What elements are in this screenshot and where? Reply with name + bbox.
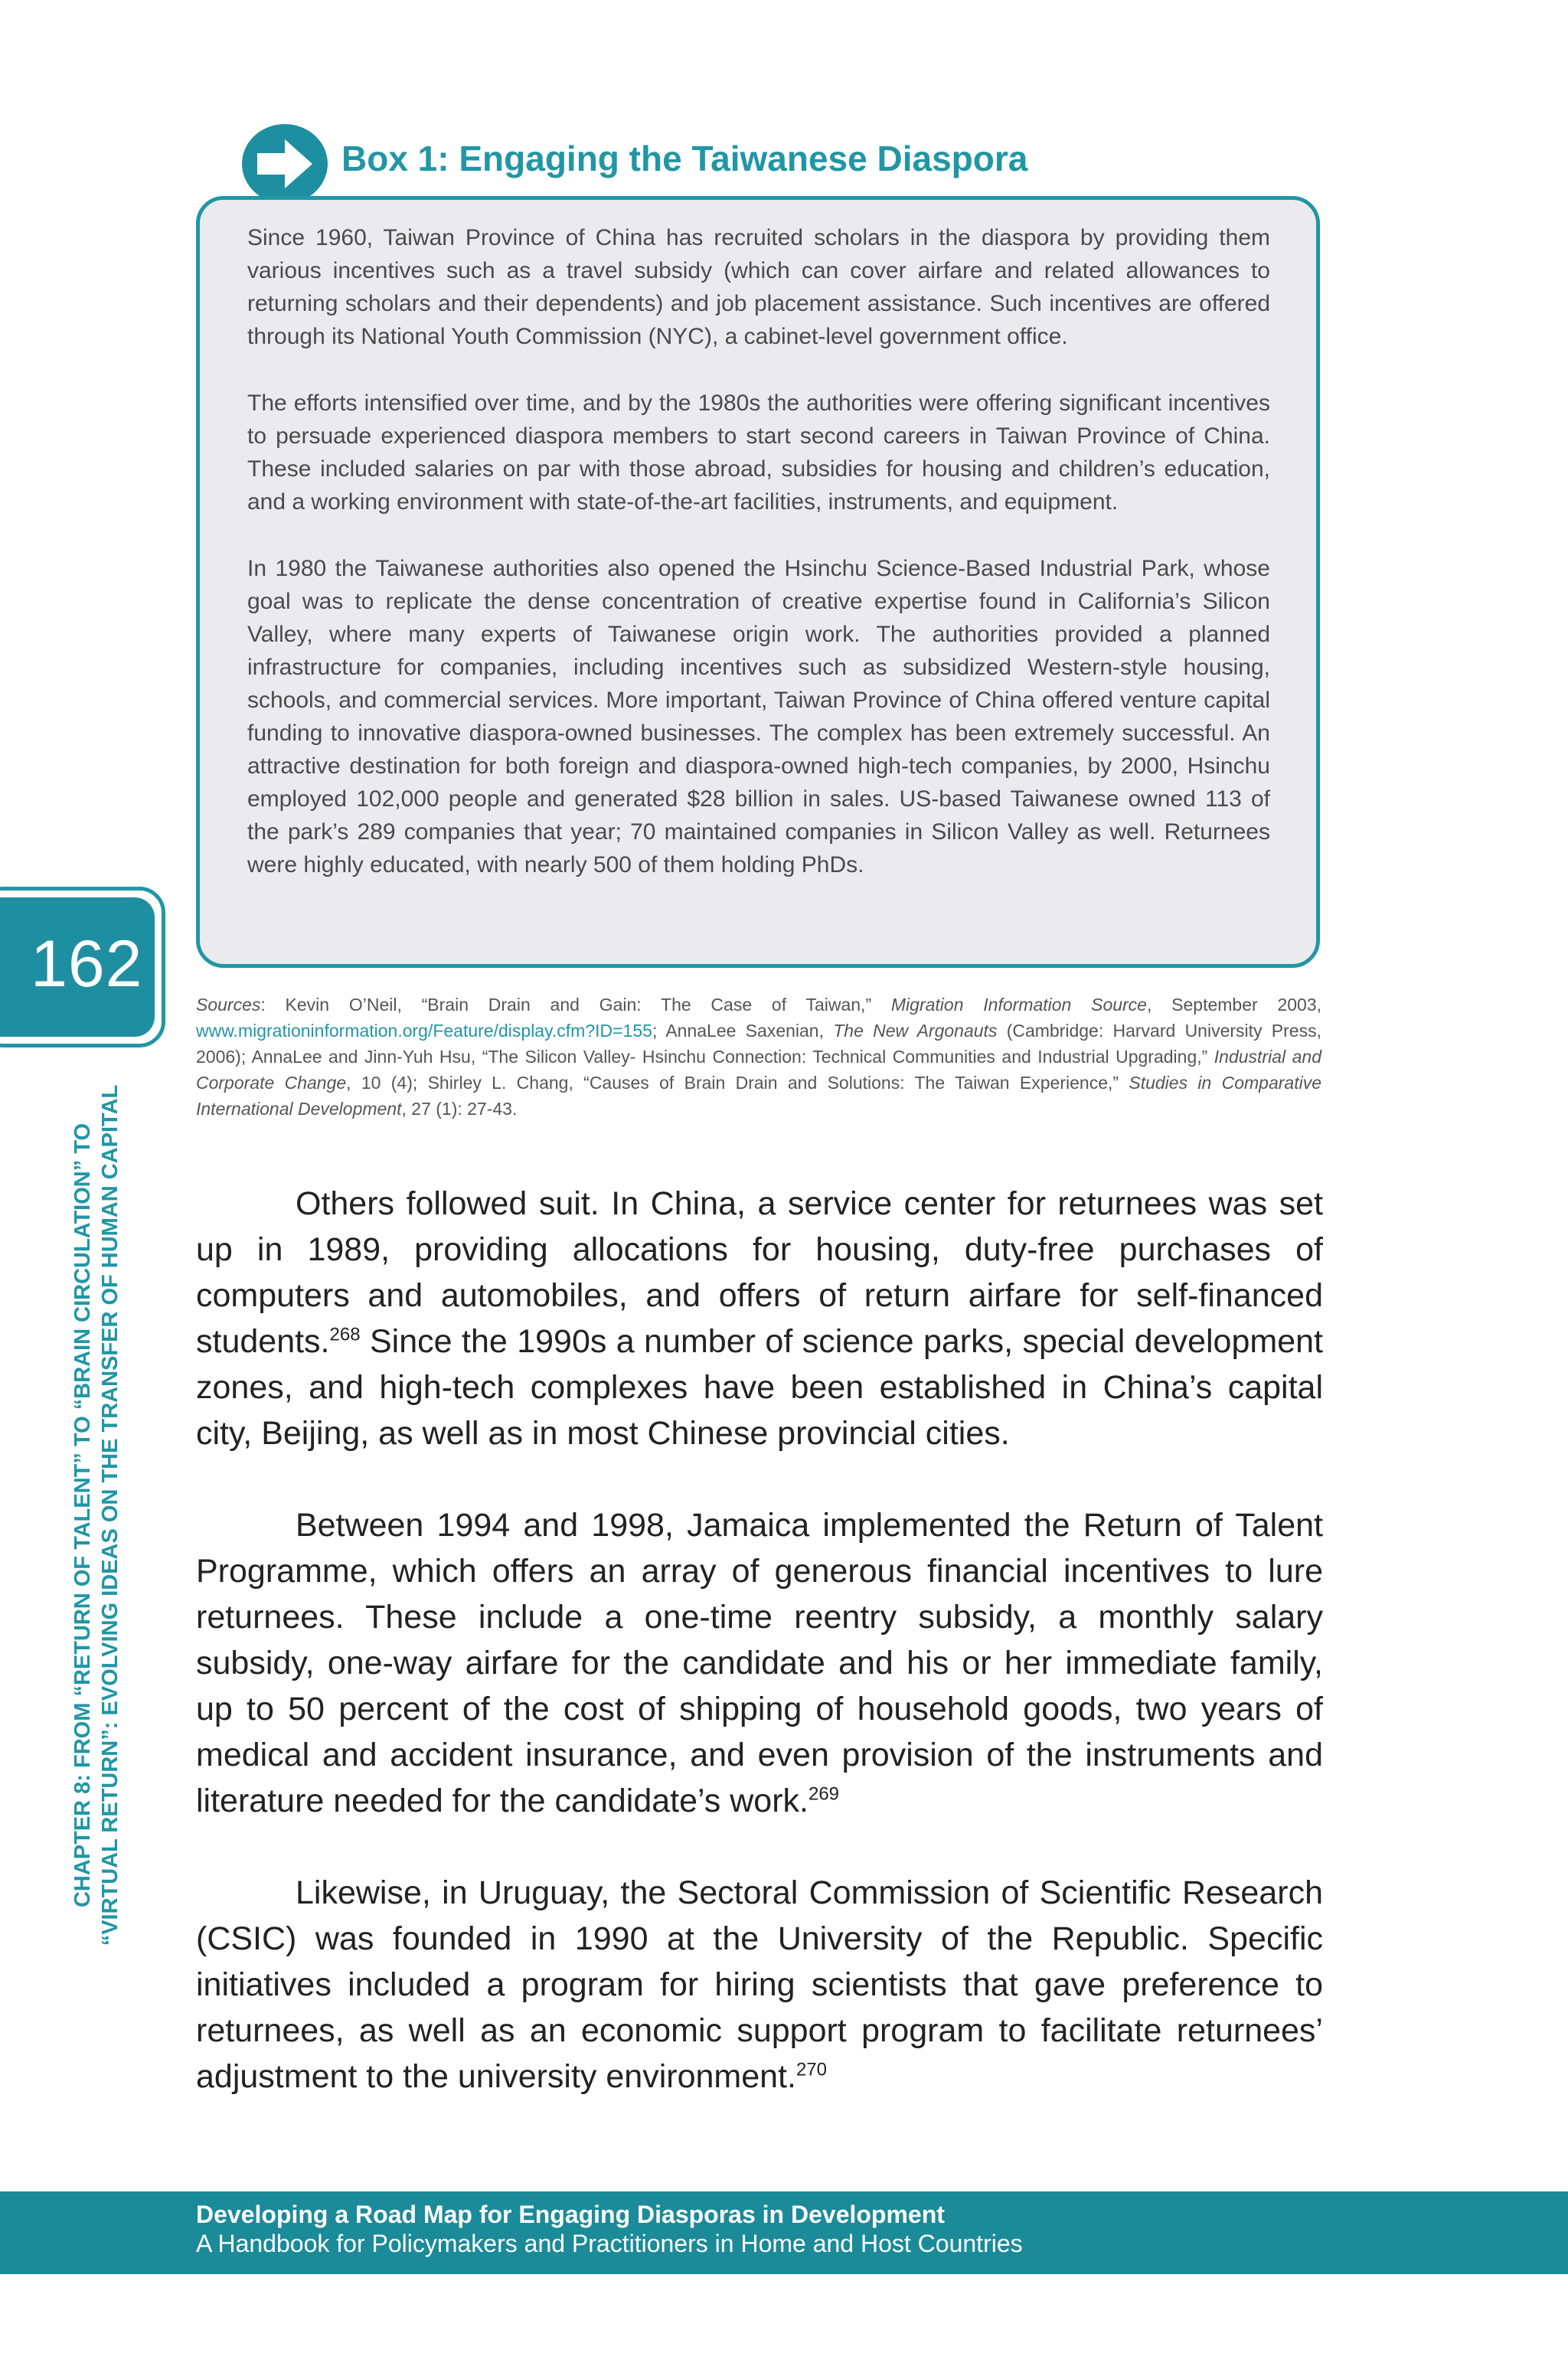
box-paragraph-1: Since 1960, Taiwan Province of China has recruited scholars in the diaspora by providing them various incentives such as a travel subsidy (which can cover airfare and related allowances to returning scholars and their dependents) and job placement assistance. Such incentives are offered through its National Youth Commission (NYC), a cabinet-level government office. <box>247 225 1270 349</box>
info-box <box>196 196 1320 968</box>
sources-text: : Kevin O’Neil, “Brain Drain and Gain: The Case of Taiwan,” <box>260 995 891 1015</box>
body-text <box>196 1181 1323 2145</box>
footnote-ref: 269 <box>808 1783 840 1805</box>
body-text-run: Likewise, in Uruguay, the Sectoral Commission of Scientific Research (CSIC) was founded in 1990 at the University of the Republic. Specific initiatives included a program for hiring scientists that gave preference to returnees, as well as an economic support program to facilitate returnees’ adjustment to the university environment. <box>196 1874 1323 2095</box>
footnote-ref: 268 <box>329 1324 361 1345</box>
sources-link[interactable]: www.migrationinformation.org/Feature/display.cfm?ID=155 <box>196 1021 652 1041</box>
sources-label: Sources <box>196 995 261 1015</box>
footnote-ref: 270 <box>795 2059 827 2080</box>
chapter-title-line-2: “VIRTUAL RETURN”: EVOLVING IDEAS ON THE TRANSFER OF HUMAN CAPITAL <box>98 1084 122 1946</box>
body-text-run: Between 1994 and 1998, Jamaica implemented the Return of Talent Programme, which offers an array of generous financial incentives to lure returnees. These include a one-time reentry subsidy, a monthly salary subsidy, one-way airfare for the candidate and his or her immediate family, up to 50 percent of the cost of shipping of household goods, two years of medical and accident insurance, and even provision of the instruments and literature needed for the candidate’s work. <box>196 1507 1323 1819</box>
page-number: 162 <box>31 927 143 1001</box>
box-paragraph-3: In 1980 the Taiwanese authorities also opened the Hsinchu Science-Based Industrial Park, whose goal was to replicate the dense concentration of creative expertise found in California’s Silicon Valley, where many experts of Taiwanese origin work. The authorities provided a planned infrastructure for companies, including incentives such as subsidized Western-style housing, schools, and commercial services. More important, Taiwan Province of China offered venture capital funding to innovative diaspora-owned businesses. The complex has been extremely successful. An attractive destination for both foreign and diaspora-owned high-tech companies, by 2000, Hsinchu employed 102,000 people and generated $28 billion in sales. US-based Taiwanese owned 113 of the park’s 289 companies that year; 70 maintained companies in Silicon Valley as well. Returnees were highly educated, with nearly 500 of them holding PhDs. <box>247 556 1270 877</box>
footer-title: Developing a Road Map for Engaging Diasporas in Development <box>196 2201 945 2228</box>
body-paragraph-1 <box>196 1181 1323 1456</box>
chapter-title-vertical <box>69 1070 161 1960</box>
body-text-run: Since the 1990s a number of science parks, special development zones, and high-tech complexes have been established in China’s capital city, Beijing, as well as in most Chinese provincial cities. <box>196 1323 1323 1452</box>
sources-title: Migration Information Source <box>890 995 1147 1015</box>
footer-subtitle: A Handbook for Policymakers and Practitioners in Home and Host Countries <box>196 2230 1023 2257</box>
body-text-run: Others followed suit. In China, a service center for returnees was set up in 1989, providing allocations for housing, duty-free purchases of computers and automobiles, and offers of return airfare for self-financed students. <box>196 1185 1323 1360</box>
body-paragraph-3 <box>196 1870 1323 2100</box>
arrow-right-icon <box>242 124 328 204</box>
box-paragraph-2: The efforts intensified over time, and by the 1980s the authorities were offering significant incentives to persuade experienced diaspora members to start second careers in Taiwan Province of China. These included salaries on par with those abroad, subsidies for housing and children’s education, and a working environment with state-of-the-art facilities, instruments, and equipment. <box>247 391 1270 515</box>
sources-text: , 10 (4); Shirley L. Chang, “Causes of Brain Drain and Solutions: The Taiwan Experience,” <box>346 1073 1129 1093</box>
body-paragraph-2 <box>196 1502 1323 1824</box>
sources-text: (Cambridge: Harvard University Press, 2006); AnnaLee and Jinn-Yuh Hsu, “The Silicon Valley- Hsinchu Connection: Technical Communities and Industrial Upgrading,” <box>196 1021 1321 1067</box>
chapter-title-line-1: CHAPTER 8: FROM “RETURN OF TALENT” TO “BRAIN CIRCULATION” TO <box>70 1123 95 1908</box>
sources-title: The New Argonauts <box>833 1021 998 1041</box>
sources-text: ; AnnaLee Saxenian, <box>652 1021 834 1041</box>
sources-title: Studies in Comparative International Development <box>196 1073 1321 1119</box>
sources-note <box>196 992 1321 1122</box>
sources-title: Industrial and Corporate Change <box>196 1047 1321 1093</box>
sources-text: , 27 (1): 27-43. <box>401 1099 518 1119</box>
sources-text: , September 2003, <box>1146 995 1321 1015</box>
box-title: Box 1: Engaging the Taiwanese Diaspora <box>341 139 1028 178</box>
